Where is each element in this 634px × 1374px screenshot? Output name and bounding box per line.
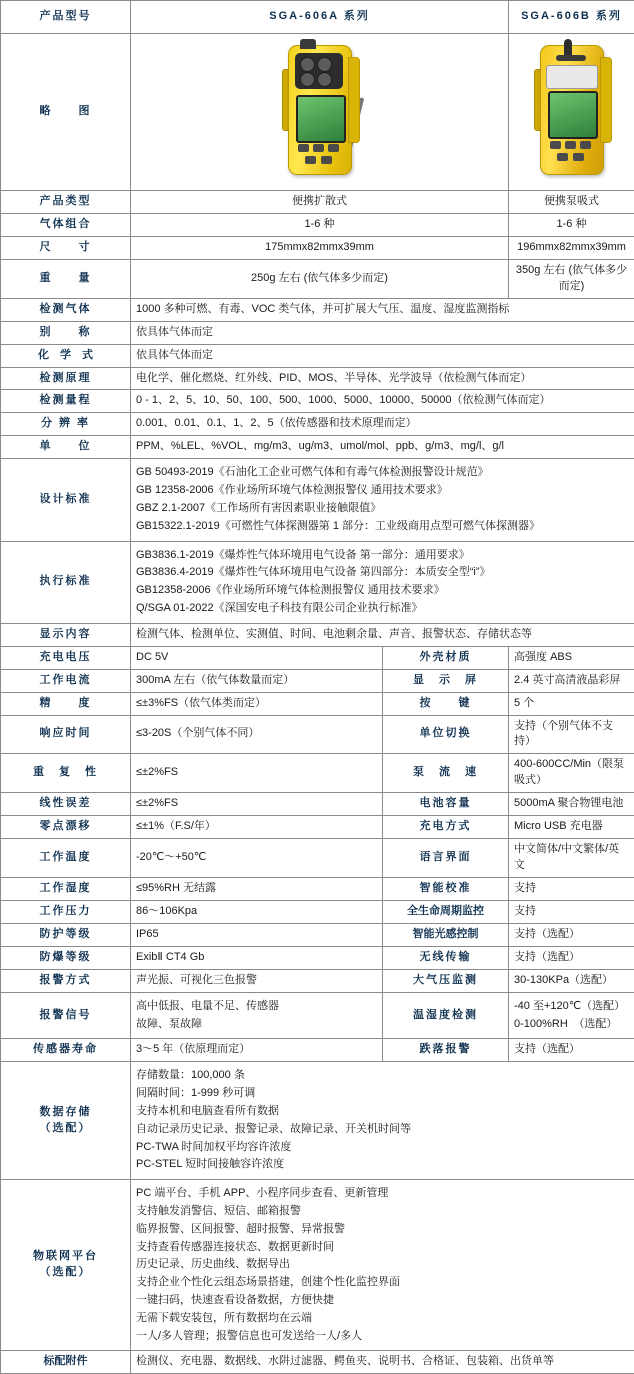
- iot-platform-line: 无需下载安装包，所有数据均在云端: [136, 1310, 629, 1328]
- design-standard-value: [131, 459, 634, 541]
- device-side: [600, 57, 612, 143]
- product-type-a: 便携扩散式: [131, 191, 509, 214]
- charge-mode-label: 充电方式: [383, 816, 509, 839]
- row-linearity: [1, 793, 634, 816]
- iot-platform-label-line: 物联网平台: [6, 1249, 125, 1265]
- principle-label: 检测原理: [1, 367, 131, 390]
- iot-platform-line: 一人/多人管理；报警信息也可发送给一人/多人: [136, 1328, 629, 1346]
- data-storage-label-line: （选配）: [6, 1121, 125, 1137]
- work-humidity-label: 工作湿度: [1, 878, 131, 901]
- row-zero-drift: [1, 816, 634, 839]
- gas-combo-a: 1-6 种: [131, 213, 509, 236]
- screen-label: 显 示 屏: [383, 669, 509, 692]
- row-display-content: [1, 623, 634, 646]
- display-content-label: 显示内容: [1, 623, 131, 646]
- alarm-signal-value: [131, 992, 383, 1039]
- lifecycle-label: 全生命周期监控: [383, 900, 509, 923]
- wireless-label: 无线传输: [383, 946, 509, 969]
- resolution-label: 分 辨 率: [1, 413, 131, 436]
- temp-humidity-label: 温湿度检测: [383, 992, 509, 1039]
- temp-humidity-line: 0-100%RH （选配）: [514, 1016, 629, 1034]
- linearity-label: 线性误差: [1, 793, 131, 816]
- design-standard-line: GB15322.1-2019《可燃性气体探测器第 1 部分：工业级商用点型可燃气体探测器》: [136, 518, 629, 536]
- pump-flow-value: 400-600CC/Min（限泵吸式）: [509, 754, 634, 793]
- row-sensor-life: [1, 1039, 634, 1062]
- exec-standard-line: GB3836.1-2019《爆炸性气体环境用电气设备 第一部分：通用要求》: [136, 547, 629, 565]
- alarm-signal-line: 故障、泵故障: [136, 1016, 377, 1034]
- row-response: [1, 715, 634, 754]
- size-label: 尺 寸: [1, 236, 131, 259]
- language-label: 语言界面: [383, 839, 509, 878]
- data-storage-line: 自动记录历史记录、报警记录、故障记录、开关机时间等: [136, 1121, 629, 1139]
- iot-platform-line: 支持查看传感器连接状态、数据更新时间: [136, 1239, 629, 1257]
- data-storage-line: 间隔时间：1-999 秒可调: [136, 1085, 629, 1103]
- header-col-b: SGA-606B 系列: [509, 1, 634, 34]
- device-drawing-b: [526, 39, 618, 179]
- keys-label: 按 键: [383, 692, 509, 715]
- response-label: 响应时间: [1, 715, 131, 754]
- design-standard-label: 设计标准: [1, 459, 131, 541]
- exec-standard-value: [131, 541, 634, 623]
- weight-a: 250g 左右 (依气体多少而定): [131, 259, 509, 298]
- ip-rating-label: 防护等级: [1, 923, 131, 946]
- unit-label: 单 位: [1, 436, 131, 459]
- temp-humidity-value: [509, 992, 634, 1039]
- iot-platform-line: 支持企业个性化云组态场景搭建，创建个性化监控界面: [136, 1274, 629, 1292]
- alarm-signal-line: 高中低报、电量不足、传感器: [136, 998, 377, 1016]
- row-accuracy: [1, 692, 634, 715]
- product-type-label: 产品类型: [1, 191, 131, 214]
- work-current-label: 工作电流: [1, 669, 131, 692]
- ex-rating-value: ExibⅡ CT4 Gb: [131, 946, 383, 969]
- alarm-signal-label: 报警信号: [1, 992, 131, 1039]
- row-detect-gas: [1, 298, 634, 321]
- drop-alarm-value: 支持（选配）: [509, 1039, 634, 1062]
- range-label: 检测量程: [1, 390, 131, 413]
- gas-combo-label: 气体组合: [1, 213, 131, 236]
- temp-humidity-line: -40 至+120℃（选配）: [514, 998, 629, 1016]
- light-control-value: 支持（选配）: [509, 923, 634, 946]
- shell-value: 高强度 ABS: [509, 646, 634, 669]
- row-ip-rating: [1, 923, 634, 946]
- drop-alarm-label: 跌落报警: [383, 1039, 509, 1062]
- work-temp-label: 工作温度: [1, 839, 131, 878]
- accuracy-label: 精 度: [1, 692, 131, 715]
- row-charge-voltage: [1, 646, 634, 669]
- pump-flow-label: 泵 流 速: [383, 754, 509, 793]
- exec-standard-line: Q/SGA 01-2022《深国安电子科技有限公司企业执行标准》: [136, 600, 629, 618]
- accessories-value: 检测仪、充电器、数据线、水阱过滤器、鳄鱼夹、说明书、合格证、包装箱、出货单等: [131, 1351, 634, 1374]
- row-unit: [1, 436, 634, 459]
- sensor-grill-icon: [295, 53, 343, 89]
- iot-platform-label-line: （选配）: [6, 1265, 125, 1281]
- header-model-label: 产品型号: [1, 1, 131, 34]
- repeatability-value: ≤±2%FS: [131, 754, 383, 793]
- alarm-mode-label: 报警方式: [1, 969, 131, 992]
- row-repeatability: [1, 754, 634, 793]
- row-exec-standard: [1, 541, 634, 623]
- accessories-label: 标配附件: [1, 1351, 131, 1374]
- data-storage-value: [131, 1062, 634, 1180]
- display-content-value: 检测气体、检测单位、实测值、时间、电池剩余量、声音、报警状态、存储状态等: [131, 623, 634, 646]
- row-alias: [1, 321, 634, 344]
- row-diagram: [1, 34, 634, 191]
- device-keypad: [550, 141, 592, 163]
- gas-combo-b: 1-6 种: [509, 213, 634, 236]
- light-control-label: 智能光感控制: [383, 923, 509, 946]
- detect-gas-label: 检测气体: [1, 298, 131, 321]
- exec-standard-label: 执行标准: [1, 541, 131, 623]
- alias-value: 依具体气体而定: [131, 321, 634, 344]
- ip-rating-value: IP65: [131, 923, 383, 946]
- charge-mode-value: Micro USB 充电器: [509, 816, 634, 839]
- formula-label: 化 学 式: [1, 344, 131, 367]
- weight-b: 350g 左右 (依气体多少而定): [509, 259, 634, 298]
- wireless-value: 支持（选配）: [509, 946, 634, 969]
- row-ex-rating: [1, 946, 634, 969]
- diagram-label: 略 图: [1, 34, 131, 191]
- ex-rating-label: 防爆等级: [1, 946, 131, 969]
- principle-value: 电化学、催化燃烧、红外线、PID、MOS、半导体、光学波导（依检测气体而定）: [131, 367, 634, 390]
- device-keypad: [298, 144, 340, 166]
- row-weight: [1, 259, 634, 298]
- row-accessories: [1, 1351, 634, 1374]
- device-label-panel: [546, 65, 598, 89]
- charge-voltage-value: DC 5V: [131, 646, 383, 669]
- row-data-storage: [1, 1062, 634, 1180]
- iot-platform-label: [1, 1180, 131, 1351]
- row-product-type: [1, 191, 634, 214]
- battery-value: 5000mA 聚合物锂电池: [509, 793, 634, 816]
- shell-label: 外壳材质: [383, 646, 509, 669]
- row-alarm-signal: [1, 992, 634, 1039]
- data-storage-line: 支持本机和电脑查看所有数据: [136, 1103, 629, 1121]
- row-work-current: [1, 669, 634, 692]
- product-type-b: 便携泵吸式: [509, 191, 634, 214]
- design-standard-line: GB 12358-2006《作业场所环境气体检测报警仪 通用技术要求》: [136, 482, 629, 500]
- row-iot-platform: [1, 1180, 634, 1351]
- row-alarm-mode: [1, 969, 634, 992]
- row-principle: [1, 367, 634, 390]
- data-storage-line: PC-TWA 时间加权平均容许浓度: [136, 1139, 629, 1157]
- battery-label: 电池容量: [383, 793, 509, 816]
- lifecycle-value: 支持: [509, 900, 634, 923]
- iot-platform-line: 临界报警、区间报警、超时报警、异常报警: [136, 1221, 629, 1239]
- weight-label: 重 量: [1, 259, 131, 298]
- charge-voltage-label: 充电电压: [1, 646, 131, 669]
- unit-value: PPM、%LEL、%VOL、mg/m3、ug/m3、umol/mol、ppb、g/m3、mg/l、g/l: [131, 436, 634, 459]
- device-side: [348, 57, 360, 143]
- repeatability-label: 重 复 性: [1, 754, 131, 793]
- row-design-standard: [1, 459, 634, 541]
- work-temp-value: -20℃～+50℃: [131, 839, 383, 878]
- row-resolution: [1, 413, 634, 436]
- data-storage-line: 存储数量：100,000 条: [136, 1067, 629, 1085]
- unit-switch-label: 单位切换: [383, 715, 509, 754]
- zero-drift-value: ≤±1%（F.S/年）: [131, 816, 383, 839]
- data-storage-label: [1, 1062, 131, 1180]
- language-value: 中文简体/中文繁体/英文: [509, 839, 634, 878]
- row-work-pressure: [1, 900, 634, 923]
- keys-value: 5 个: [509, 692, 634, 715]
- response-value: ≤3-20S（个别气体不同）: [131, 715, 383, 754]
- linearity-value: ≤±2%FS: [131, 793, 383, 816]
- header-col-a: SGA-606A 系列: [131, 1, 509, 34]
- smart-calibration-label: 智能校准: [383, 878, 509, 901]
- row-work-temp: [1, 839, 634, 878]
- device-image-b: [509, 34, 634, 191]
- device-screen: [548, 91, 598, 139]
- zero-drift-label: 零点漂移: [1, 816, 131, 839]
- pressure-monitor-label: 大气压监测: [383, 969, 509, 992]
- size-a: 175mmx82mmx39mm: [131, 236, 509, 259]
- iot-platform-line: 历史记录、历史曲线、数据导出: [136, 1256, 629, 1274]
- pump-inlet-icon: [556, 55, 586, 61]
- device-screen: [296, 95, 346, 143]
- sensor-life-value: 3～5 年（依原理而定）: [131, 1039, 383, 1062]
- row-size: [1, 236, 634, 259]
- design-standard-line: GBZ 2.1-2007《工作场所有害因素职业接触限值》: [136, 500, 629, 518]
- row-work-humidity: [1, 878, 634, 901]
- formula-value: 依具体气体而定: [131, 344, 634, 367]
- device-top-cap: [300, 39, 316, 49]
- alarm-mode-value: 声光振、可视化三色报警: [131, 969, 383, 992]
- iot-platform-value: [131, 1180, 634, 1351]
- iot-platform-line: 一键扫码，快速查看设备数据，方便快捷: [136, 1292, 629, 1310]
- iot-platform-line: PC 端平台、手机 APP、小程序同步查看、更新管理: [136, 1185, 629, 1203]
- range-value: 0 - 1、2、5、10、50、100、500、1000、5000、10000、50000（依检测气体而定）: [131, 390, 634, 413]
- work-pressure-label: 工作压力: [1, 900, 131, 923]
- unit-switch-value: 支持（个别气体不支持）: [509, 715, 634, 754]
- row-gas-combo: [1, 213, 634, 236]
- device-image-a: [131, 34, 509, 191]
- work-current-value: 300mA 左右（依气体数量而定）: [131, 669, 383, 692]
- detect-gas-value: 1000 多种可燃、有毒、VOC 类气体，并可扩展大气压、温度、湿度监测指标: [131, 298, 634, 321]
- exec-standard-line: GB3836.4-2019《爆炸性气体环境用电气设备 第四部分：本质安全型“i”》: [136, 564, 629, 582]
- device-drawing-a: [274, 39, 366, 179]
- alias-label: 别 称: [1, 321, 131, 344]
- data-storage-label-line: 数据存储: [6, 1105, 125, 1121]
- iot-platform-line: 支持触发消警信、短信、邮箱报警: [136, 1203, 629, 1221]
- work-pressure-value: 86～106Kpa: [131, 900, 383, 923]
- table-header-row: [1, 1, 634, 34]
- row-formula: [1, 344, 634, 367]
- resolution-value: 0.001、0.01、0.1、1、2、5（依传感器和技术原理而定）: [131, 413, 634, 436]
- smart-calibration-value: 支持: [509, 878, 634, 901]
- design-standard-line: GB 50493-2019《石油化工企业可燃气体和有毒气体检测报警设计规范》: [136, 464, 629, 482]
- data-storage-line: PC-STEL 短时间接触容许浓度: [136, 1156, 629, 1174]
- screen-value: 2.4 英寸高清液晶彩屏: [509, 669, 634, 692]
- sensor-life-label: 传感器寿命: [1, 1039, 131, 1062]
- pressure-monitor-value: 30-130KPa（选配）: [509, 969, 634, 992]
- accuracy-value: ≤±3%FS（依气体类而定）: [131, 692, 383, 715]
- row-range: [1, 390, 634, 413]
- exec-standard-line: GB12358-2006《作业场所环境气体检测报警仪 通用技术要求》: [136, 582, 629, 600]
- size-b: 196mmx82mmx39mm: [509, 236, 634, 259]
- work-humidity-value: ≤95%RH 无结露: [131, 878, 383, 901]
